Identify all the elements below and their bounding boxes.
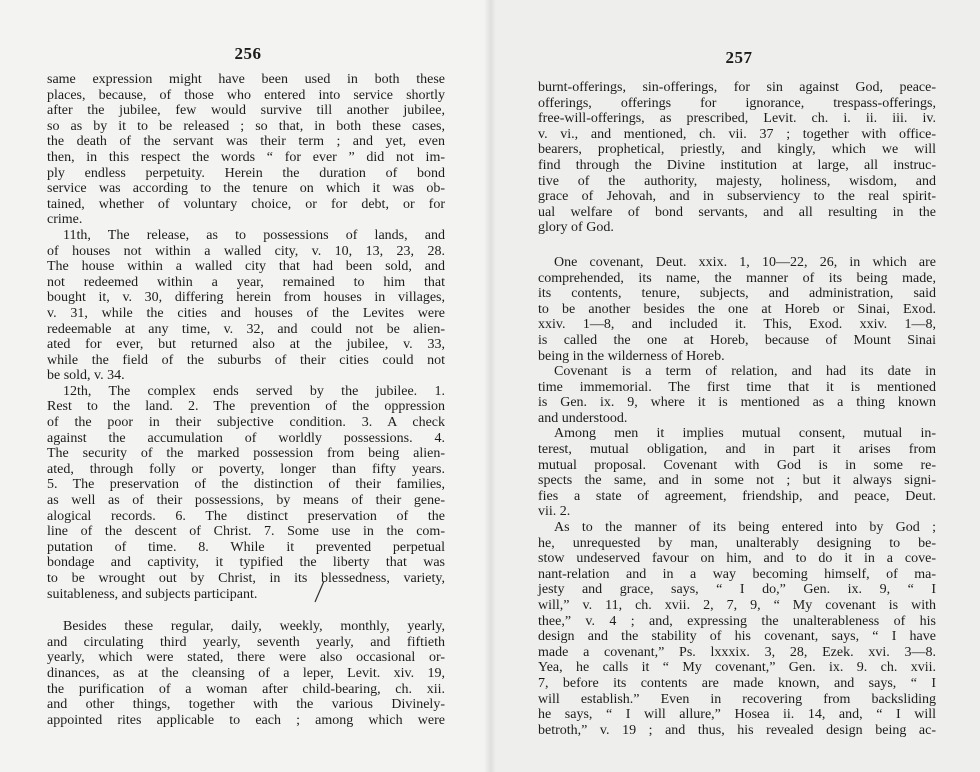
page-number-right: 257 xyxy=(725,48,753,67)
text-line: 5. The preservation of the distinction of their families, xyxy=(47,477,445,493)
text-line: ated for ever, but returned also at the jubilee, v. 33, xyxy=(47,337,445,353)
text-line: bought it, v. 30, differing herein from houses in villages, xyxy=(47,290,445,306)
text-line: as well as of their possessions, by means of their gene- xyxy=(47,493,445,509)
text-line: being in the wilderness of Horeb. xyxy=(538,348,725,364)
text-line: putation of time. 8. While it prevented perpetual xyxy=(47,539,445,555)
text-line: betroth,” v. 19 ; and thus, his revealed design being ac- xyxy=(538,722,936,738)
text-line: 12th, The complex ends served by the jubilee. 1. xyxy=(63,383,445,399)
paragraph-gap xyxy=(538,236,936,255)
text-line: thee,” v. 4 ; and, expressing the unalterableness of his xyxy=(538,613,936,629)
book-gutter xyxy=(484,0,496,772)
text-line: and other things, together with the various Divinely- xyxy=(47,697,445,713)
text-line: offerings, offerings for ignorance, trespass-offerings, xyxy=(538,95,936,111)
text-line: The security of the marked possession from being alien- xyxy=(47,446,445,462)
text-line: made a covenant,” Ps. lxxxix. 3, 28, Ezek. xvi. 3—8. xyxy=(538,644,936,660)
text-line: terest, mutual obligation, and in part it arises from xyxy=(538,442,936,458)
text-line: redeemable at any time, v. 32, and could not be alien- xyxy=(47,321,445,337)
text-line: the death of the servant was their term ; and yet, even xyxy=(47,134,445,150)
pencil-mark xyxy=(311,580,329,604)
text-line: while the field of the suburbs of their cities could not xyxy=(47,352,445,368)
text-line: ated, through folly or poverty, longer than fifty years. xyxy=(47,461,445,477)
text-line: be sold, v. 34. xyxy=(47,368,125,384)
text-line: vii. 2. xyxy=(538,504,571,520)
text-line: Covenant is a term of relation, and had its date in xyxy=(554,364,936,380)
text-line: not redeemed within a year, remained to him that xyxy=(47,274,445,290)
text-line: jesty and grace, says, “ I do,” Gen. ix. 9, “ I xyxy=(538,582,936,598)
text-line: of the poor in their subjective condition. 3. A check xyxy=(47,415,445,431)
text-line: suitableness, and subjects participant. xyxy=(47,586,258,602)
text-line: bearers, prophetical, priestly, and kingly, which we will xyxy=(538,142,936,158)
text-line: will,” v. 11, ch. xvii. 2, 7, 9, “ My covenant is with xyxy=(538,598,936,613)
text-line: is called the one at Horeb, because of Mount Sinai xyxy=(538,332,936,348)
text-line: appointed rites applicable to each ; among which were xyxy=(47,712,445,728)
page-number-left: 256 xyxy=(234,44,262,63)
text-line: against the accumulation of worldly possessions. 4. xyxy=(47,430,445,446)
text-line: design and the stability of his covenant, says, “ I have xyxy=(538,629,936,645)
text-line: One covenant, Deut. xxix. 1, 10—22, 26, in which are xyxy=(554,254,936,270)
text-line: he, unrequested by man, unalterably designing to be- xyxy=(538,535,936,551)
text-line: Besides these regular, daily, weekly, monthly, yearly, xyxy=(63,619,445,635)
text-line: free-will-offerings, as prescribed, Levit. ch. i. ii. iii. iv. xyxy=(538,111,936,127)
text-line: after the jubilee, few would survive till another jubilee, xyxy=(47,103,445,119)
text-line: to be wrought out by Christ, in its blessedness, variety, xyxy=(47,571,445,586)
text-line: xxiv. 1—8, and included it. This, Exod. xxiv. 1—8, xyxy=(538,317,936,333)
text-line: find through the Divine institution at large, all instruc- xyxy=(538,157,936,173)
text-line: comprehended, its name, the manner of its being made, xyxy=(538,270,936,286)
text-line: crime. xyxy=(47,212,83,228)
text-line: then, in this respect the words “ for ever ” did not im- xyxy=(47,149,445,165)
text-line: same expression might have been used in both these xyxy=(47,72,445,87)
text-line: Rest to the land. 2. The prevention of the oppression xyxy=(47,399,445,415)
paragraph-gap xyxy=(47,602,445,619)
text-line: Among men it implies mutual consent, mutual in- xyxy=(554,426,936,442)
text-line: tained, whether of voluntary choice, or for debt, or for xyxy=(47,196,445,212)
text-line: so as by it to be released ; so that, in both these cases, xyxy=(47,118,445,134)
text-line: and circulating third yearly, seventh yearly, and fiftieth xyxy=(47,634,445,650)
text-line: line of the descent of Christ. 7. Some use in the com- xyxy=(47,524,445,540)
text-line: grace of Jehovah, and in subserviency to the real spirit- xyxy=(538,189,936,205)
text-line: 11th, The release, as to possessions of lands, and xyxy=(63,227,445,243)
text-line: alogical records. 6. The distinct preservation of the xyxy=(47,508,445,524)
text-line: Yea, he calls it “ My covenant,” Gen. ix. 9. ch. xvii. xyxy=(538,660,936,676)
text-line: ual welfare of bond servants, and all resulting in the xyxy=(538,204,936,220)
right-text-column xyxy=(538,80,936,738)
text-line: dinances, as at the cleansing of a leper, Levit. xiv. 19, xyxy=(47,665,445,681)
text-line: yearly, which were stated, there were also occasional or- xyxy=(47,650,445,666)
text-line: of houses not within a walled city, v. 10, 13, 23, 28. xyxy=(47,243,445,259)
text-line: ply endless perpetuity. Herein the duration of bond xyxy=(47,165,445,181)
text-line: 7, before its contents are made known, and says, “ I xyxy=(538,675,936,691)
text-line: its contents, tenure, subjects, and administration, said xyxy=(538,286,936,302)
text-line: v. 31, while the cities and houses of the Levites were xyxy=(47,305,445,321)
text-line: As to the manner of its being entered into by God ; xyxy=(554,520,936,536)
text-line: spects the same, and in some not ; but it always signi- xyxy=(538,473,936,489)
text-line: bondage and captivity, it typified the liberty that was xyxy=(47,555,445,571)
text-line: tive of the authority, majesty, holiness, wisdom, and xyxy=(538,173,936,189)
text-line: fies a state of agreement, friendship, and peace, Deut. xyxy=(538,488,936,504)
text-line: will establish.” Even in recovering from backsliding xyxy=(538,691,936,707)
text-line: places, because, of those who entered into service shortly xyxy=(47,87,445,103)
text-line: the purification of a woman after child-bearing, ch. xii. xyxy=(47,681,445,697)
text-line: v. vi., and mentioned, ch. vii. 37 ; together with office- xyxy=(538,126,936,142)
text-line: burnt-offerings, sin-offerings, for sin against God, peace- xyxy=(538,80,936,95)
text-line: stow undeserved favour on him, and to do it in a cove- xyxy=(538,551,936,567)
text-line: nant-relation and in a way becoming himself, of ma- xyxy=(538,566,936,582)
text-line: The house within a walled city that had been sold, and xyxy=(47,259,445,275)
text-line: mutual proposal. Covenant with God is in some re- xyxy=(538,457,936,473)
text-line: he says, “ I will allure,” Hosea ii. 14, and, “ I will xyxy=(538,707,936,723)
text-line: is Gen. ix. 9, where it is mentioned as a thing known xyxy=(538,395,936,411)
text-line: to be another besides the one at Horeb or Sinai, Exod. xyxy=(538,301,936,317)
text-line: glory of God. xyxy=(538,220,614,236)
text-line: and understood. xyxy=(538,410,628,426)
left-text-column xyxy=(47,72,445,728)
text-line: time immemorial. The first time that it is mentioned xyxy=(538,379,936,395)
text-line: service was according to the tenure on which it was ob- xyxy=(47,181,445,197)
